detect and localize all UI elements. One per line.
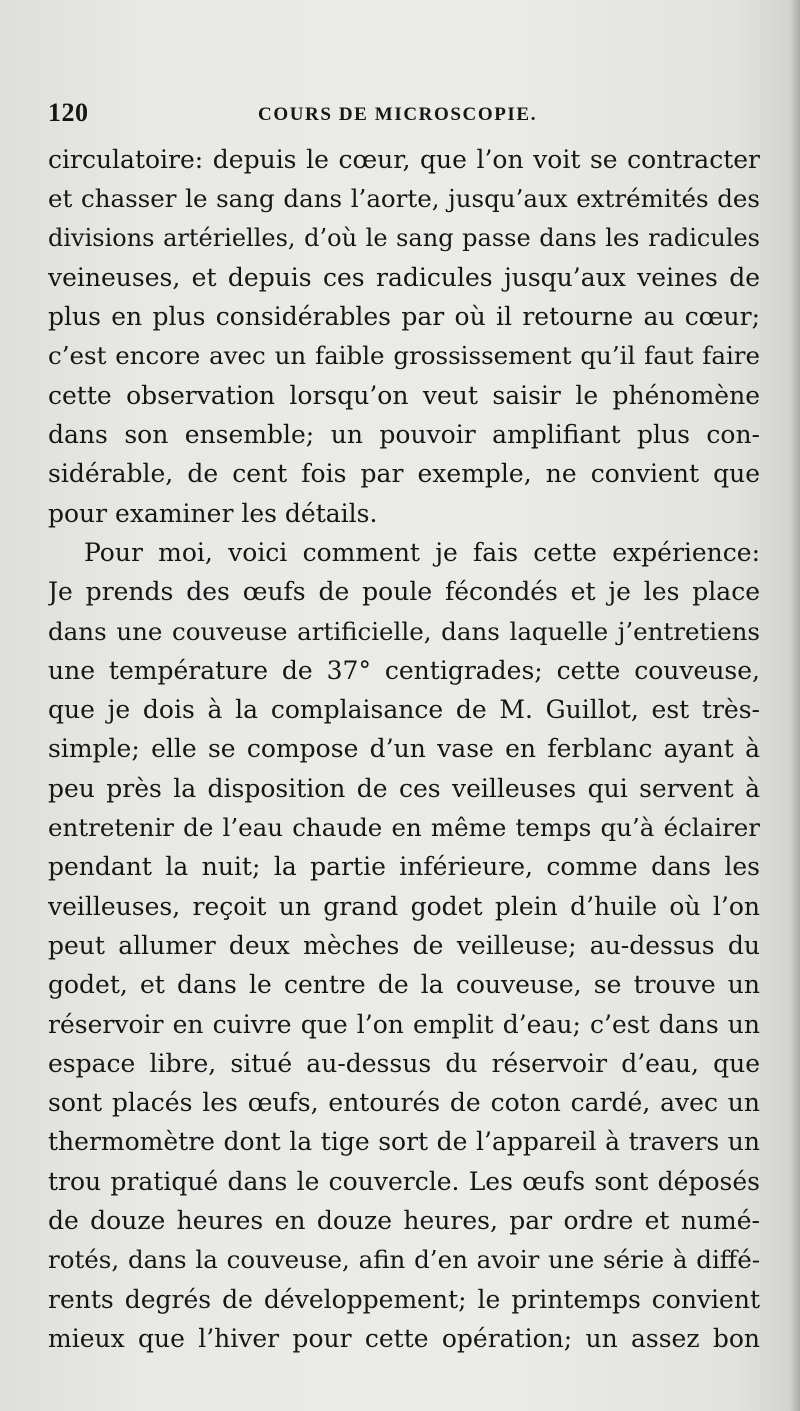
text-line: sont placés les œufs, entourés de coton cardé, avec un <box>48 1088 760 1118</box>
text-line: peut allumer deux mèches de veilleuse; au-dessus du <box>48 930 760 960</box>
text-line: entretenir de l’eau chaude en même temps qu’à éclairer <box>48 813 760 843</box>
text-line: rents degrés de développement; le printemps convient <box>48 1284 760 1314</box>
text-line: circulatoire: depuis le cœur, que l’on voit se contracter <box>48 145 760 174</box>
text-line: thermomètre dont la tige sort de l’appareil à travers un <box>48 1127 760 1157</box>
page-number: 120 <box>48 98 89 127</box>
text-line: pendant la nuit; la partie inférieure, comme dans les <box>48 852 760 882</box>
text-line: peu près la disposition de ces veilleuses qui servent à <box>48 773 760 803</box>
text-line: pour examiner les détails. <box>48 498 378 528</box>
page-edge-shadow <box>790 0 800 1411</box>
text-line: une température de 37° centigrades; cette couveuse, <box>48 655 760 685</box>
text-line: réservoir en cuivre que l’on emplit d’eau; c’est dans un <box>48 1009 760 1039</box>
text-line: espace libre, situé au-dessus du réservoir d’eau, que <box>48 1048 760 1078</box>
text-line: cette observation lorsqu’on veut saisir le phénomène <box>48 380 760 410</box>
text-line: veineuses, et depuis ces radicules jusqu’aux veines de <box>48 262 760 292</box>
text-line: divisions artérielles, d’où le sang passe dans les radicules <box>48 223 760 252</box>
text-line: mieux que l’hiver pour cette opération; un assez bon <box>48 1323 760 1353</box>
paragraph-start-line: Pour moi, voici comment je fais cette expérience: <box>84 537 760 567</box>
body-text <box>48 140 760 1358</box>
page-header <box>48 98 760 134</box>
text-line: que je dois à la complaisance de M. Guillot, est très- <box>48 695 760 725</box>
text-line: dans une couveuse artificielle, dans laquelle j’entretiens <box>48 616 760 646</box>
text-line: dans son ensemble; un pouvoir amplifiant plus con- <box>48 420 760 450</box>
running-title: COURS DE MICROSCOPIE. <box>258 104 538 125</box>
text-line: veilleuses, reçoit un grand godet plein d’huile où l’on <box>48 891 760 921</box>
text-line: et chasser le sang dans l’aorte, jusqu’aux extrémités des <box>48 184 760 214</box>
text-line: sidérable, de cent fois par exemple, ne convient que <box>48 459 760 489</box>
text-line: Je prends des œufs de poule fécondés et je les place <box>48 577 760 607</box>
text-line: rotés, dans la couveuse, afin d’en avoir une série à diffé- <box>48 1245 760 1275</box>
text-line: c’est encore avec un faible grossissement qu’il faut faire <box>48 341 760 371</box>
text-line: trou pratiqué dans le couvercle. Les œufs sont déposés <box>48 1166 760 1196</box>
text-line: simple; elle se compose d’un vase en ferblanc ayant à <box>48 734 760 764</box>
text-line: plus en plus considérables par où il retourne au cœur; <box>48 302 760 332</box>
text-line: de douze heures en douze heures, par ordre et numé- <box>48 1206 760 1236</box>
text-line: godet, et dans le centre de la couveuse, se trouve un <box>48 970 760 1000</box>
